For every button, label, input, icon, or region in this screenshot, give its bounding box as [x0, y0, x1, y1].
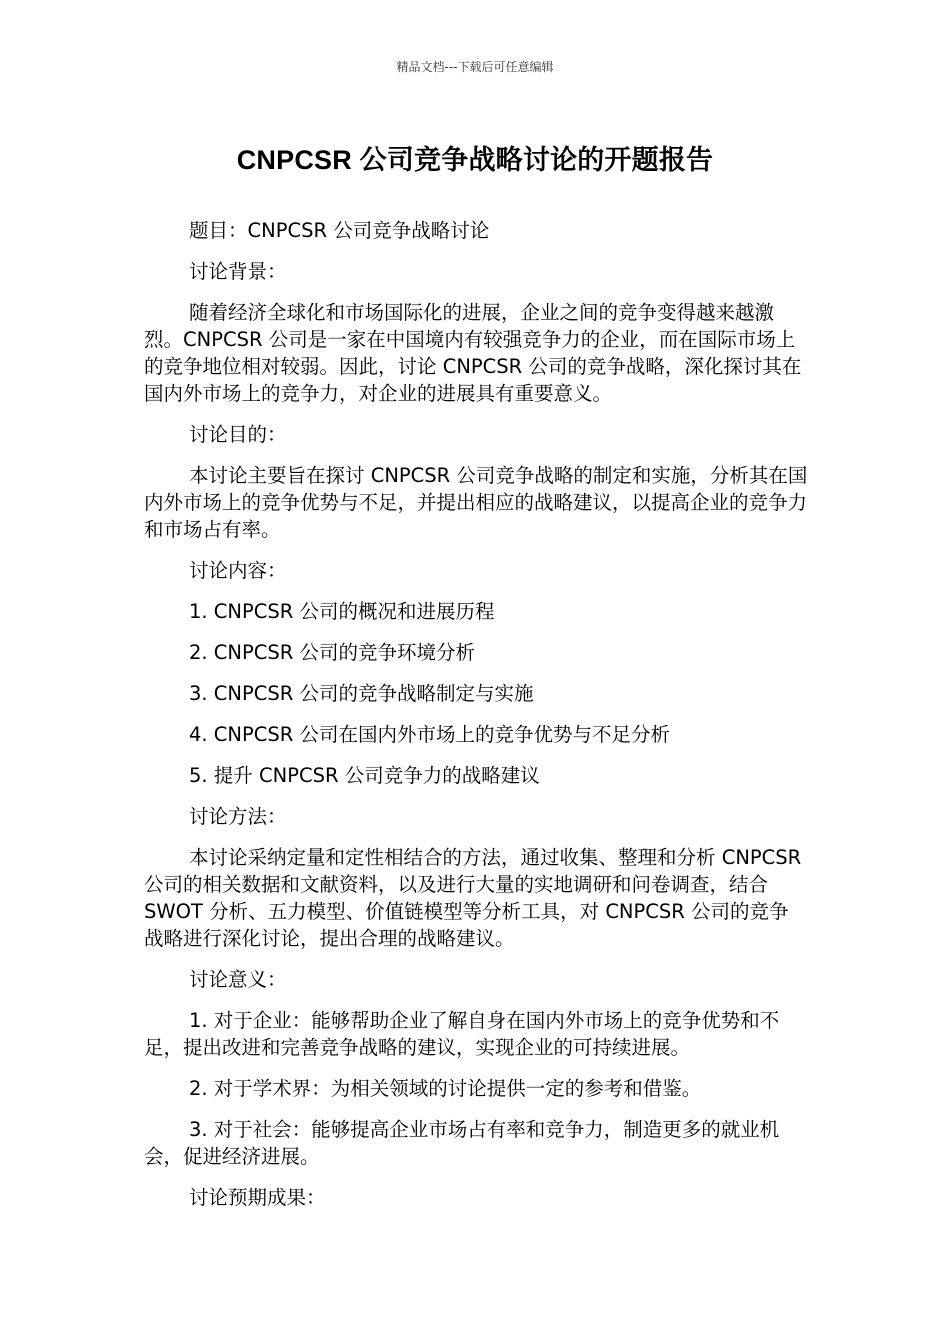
- content-item-2: 2. CNPCSR 公司的竞争环境分析: [189, 641, 476, 664]
- content-item-4: 4. CNPCSR 公司在国内外市场上的竞争优势与不足分析: [189, 723, 671, 746]
- section-heading-purpose: 讨论目的：: [189, 423, 287, 446]
- topic-line: 题目：CNPCSR 公司竞争战略讨论: [189, 219, 490, 242]
- document-body: [144, 217, 808, 1225]
- significance-item-2: 2. 对于学术界：为相关领域的讨论提供一定的参考和借鉴。: [189, 1077, 702, 1100]
- significance-item-3: 3. 对于社会：能够提高企业市场占有率和竞争力，制造更多的就业机会，促进经济进展。: [144, 1118, 780, 1168]
- header-note: 精品文档---下载后可任意编辑: [396, 60, 554, 74]
- content-item-5: 5. 提升 CNPCSR 公司竞争力的战略建议: [189, 764, 540, 787]
- section-heading-content: 讨论内容：: [189, 559, 287, 582]
- method-paragraph: 本讨论采纳定量和定性相结合的方法，通过收集、整理和分析 CNPCSR 公司的相关数据和文献资料，以及进行大量的实地调研和问卷调查，结合 SWOT 分析、五力模型、价值链模型等分析工具，对 CNPCSR 公司的竞争战略进行深化讨论，提出合理的战略建议。: [144, 846, 802, 950]
- section-heading-significance: 讨论意义：: [189, 968, 287, 991]
- section-heading-expected-results: 讨论预期成果：: [189, 1186, 326, 1209]
- significance-item-1: 1. 对于企业：能够帮助企业了解自身在国内外市场上的竞争优势和不足，提出改进和完善竞争战略的建议，实现企业的可持续进展。: [144, 1009, 780, 1059]
- purpose-paragraph: 本讨论主要旨在探讨 CNPCSR 公司竞争战略的制定和实施，分析其在国内外市场上的竞争优势与不足，并提出相应的战略建议，以提高企业的竞争力和市场占有率。: [144, 464, 808, 541]
- section-heading-method: 讨论方法：: [189, 805, 287, 828]
- content-item-3: 3. CNPCSR 公司的竞争战略制定与实施: [189, 682, 534, 705]
- content-item-1: 1. CNPCSR 公司的概况和进展历程: [189, 600, 495, 623]
- background-paragraph: 随着经济全球化和市场国际化的进展，企业之间的竞争变得越来越激烈。CNPCSR 公司是一家在中国境内有较强竞争力的企业，而在国际市场上的竞争地位相对较弱。因此，讨论 CNPCSR 公司的竞争战略，深化探讨其在国内外市场上的竞争力，对企业的进展具有重要意义。: [144, 301, 802, 405]
- section-heading-background: 讨论背景：: [189, 260, 287, 283]
- page-title: CNPCSR 公司竞争战略讨论的开题报告: [236, 145, 714, 175]
